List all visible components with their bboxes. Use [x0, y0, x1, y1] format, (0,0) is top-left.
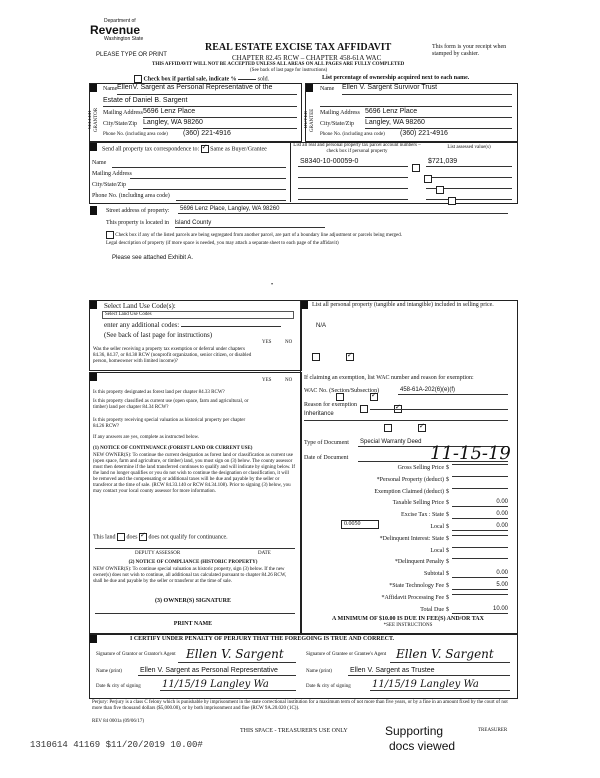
land-does-not-checkbox[interactable] — [139, 533, 147, 541]
tax-row-value[interactable] — [452, 488, 508, 489]
buyer-phone-label: Phone No. (including area code) — [320, 132, 385, 137]
parcel-pp-checkbox-3[interactable] — [436, 186, 444, 194]
tax-row-value[interactable] — [452, 547, 508, 548]
tax-row-currency: $ — [446, 488, 449, 495]
land-use-number-badge — [90, 301, 97, 309]
seller-mailing-label: Mailing Address — [103, 110, 143, 116]
buyer-name[interactable]: Ellen V. Sargent Survivor Trust — [342, 84, 438, 91]
wac-label: WAC No. (Section/Subsection) — [304, 388, 380, 394]
stamp-line: 1310614 41169 $11/20/2019 10.00# — [30, 740, 203, 750]
dot-mark: • — [271, 282, 274, 288]
exhibit-note: Please see attached Exhibit A. — [112, 255, 194, 261]
tax-row-label: Taxable Selling Price — [392, 500, 444, 507]
assessed-value[interactable]: $721,039 — [428, 158, 458, 165]
reason-value[interactable]: Inheritance — [304, 411, 334, 417]
land-use-additional: enter any additional codes: — [104, 321, 281, 329]
tax-row-value[interactable] — [452, 476, 508, 477]
grantor-date-label: Date & city of signing — [96, 684, 141, 689]
reason-label: Reason for exemption — [304, 402, 357, 408]
tax-row-currency: $ — [446, 476, 449, 483]
local-rate[interactable]: 0.0050 — [341, 520, 379, 529]
docs-viewed-stamp: docs viewed — [389, 739, 456, 753]
tax-row-currency: $ — [446, 535, 449, 542]
forest-q2: Is this property classified as current use (open space, farm and agricultural, or timber) land per chapter 84.34 RCW? — [93, 399, 249, 410]
buyer-city-label: City/State/Zip — [320, 121, 354, 127]
tax-row-label: Gross Selling Price — [397, 465, 444, 471]
corr-phone-label: Phone No. (including area code) — [92, 193, 170, 199]
tax-row-currency: $ — [446, 571, 449, 578]
seller-phone[interactable]: (360) 221-4916 — [183, 130, 231, 137]
parcel-pp-checkbox-4[interactable] — [448, 197, 456, 205]
tax-row-value[interactable]: 0.00 — [452, 511, 508, 519]
minimum-note: A MINIMUM OF $10.00 IS DUE IN FEE(S) AND/OR TAX — [332, 616, 484, 622]
tax-row-currency: $ — [446, 594, 449, 601]
buyer-phone[interactable]: (360) 221-4916 — [400, 130, 448, 137]
land-use-no-header: NO — [285, 340, 293, 345]
land-does-checkbox[interactable] — [117, 533, 125, 541]
forest-yes-header: YES — [262, 378, 272, 383]
assessed-header: List assessed value(s) — [447, 145, 491, 150]
grantor-signature[interactable]: Ellen V. Sargent — [186, 647, 284, 661]
forest-if-yes: If any answers are yes, complete as instructed below. — [93, 435, 200, 440]
forest-no-header: NO — [285, 378, 293, 383]
seller-city-label: City/State/Zip — [103, 121, 137, 127]
tax-row-value[interactable] — [452, 464, 508, 465]
please-type: PLEASE TYPE OR PRINT — [96, 52, 167, 58]
seller-name-label: Name — [103, 86, 118, 92]
buyer-mailing[interactable]: 5696 Lenz Place — [365, 108, 418, 115]
doc-date-label: Date of Document — [304, 455, 349, 461]
certify-number-badge — [90, 635, 97, 643]
tax-row-value[interactable] — [452, 558, 508, 559]
personal-property-value[interactable]: N/A — [316, 323, 327, 329]
tax-row-label: Excise Tax : State — [401, 512, 444, 519]
grantee-name[interactable]: Ellen V. Sargent as Trustee — [350, 667, 435, 674]
corr-mailing-label: Mailing Address — [92, 171, 132, 177]
street-address[interactable]: 5696 Lenz Place, Langley, WA 98260 — [180, 206, 280, 212]
grantor-date[interactable]: 11/15/19 Langley Wa — [162, 679, 269, 690]
corr-name-label: Name — [92, 160, 107, 166]
tax-row-value[interactable]: 5.00 — [452, 582, 508, 590]
parcels-header: List all real and personal property tax parcel account numbers – check box if personal property — [293, 143, 421, 154]
tax-row-value[interactable]: 10.00 — [452, 606, 508, 614]
form-notice: THIS AFFIDAVIT WILL NOT BE ACCEPTED UNLESS ALL AREAS ON ALL PAGES ARE FULLY COMPLETED — [152, 62, 405, 67]
tax-row-currency: $ — [446, 547, 449, 554]
tax-row-label: Local — [430, 547, 444, 554]
grantor-name-label: Name (print) — [96, 669, 122, 674]
tax-row-currency: $ — [446, 512, 449, 519]
exemption-question: Was the seller receiving a property tax exemption or deferral under chapters 84.36, 84.37, or 84.38 RCW (nonprofit organization, senior citizen, or disabled person, homeowner with limited income)? — [93, 347, 252, 364]
segregated-row: Check box if any of the listed parcels are being segregated from another parcel, are part of a boundary line adjustment or parcels being merged. — [106, 231, 402, 239]
notice-continuance-title: (1) NOTICE OF CONTINUANCE (FOREST LAND OR CURRENT USE) — [93, 446, 253, 451]
pp-number-badge — [301, 301, 308, 309]
grantee-date-label: Date & city of signing — [306, 684, 351, 689]
historic-title: (2) NOTICE OF COMPLIANCE (HISTORIC PROPERTY) — [128, 560, 258, 565]
deputy-date-label: DATE — [258, 551, 271, 556]
tax-row-label: Exemption Claimed (deduct) — [374, 488, 444, 495]
parcel-pp-checkbox-2[interactable] — [424, 175, 432, 183]
logo-state: Washington State — [104, 36, 144, 42]
tax-row-value[interactable]: 0.00 — [452, 570, 508, 578]
tax-row-value[interactable]: 0.00 — [452, 499, 508, 507]
tax-row-currency: $ — [446, 524, 449, 530]
county-row: This property is located in Island County — [106, 220, 325, 228]
buyer-name-label: Name — [320, 86, 335, 92]
tax-row-label: Subtotal — [423, 571, 444, 578]
county-value: Island County — [175, 220, 325, 228]
owner-signature-label: (3) OWNER(S) SIGNATURE — [155, 598, 231, 604]
logo-revenue: Revenue — [90, 23, 141, 37]
grantee-signature[interactable]: Ellen V. Sargent — [396, 647, 494, 661]
buyer-number-badge — [306, 84, 313, 92]
exemption-claim-label: If claiming an exemption, list WAC number and reason for exemption: — [304, 375, 474, 381]
same-as-buyer-checkbox[interactable] — [201, 145, 209, 153]
tax-row-label: Local — [430, 524, 444, 530]
personal-property-label: List all personal property (tangible and intangible) included in selling price. — [312, 302, 494, 308]
deputy-assessor-label: DEPUTY ASSESSOR — [135, 551, 181, 556]
property-number-badge — [90, 206, 97, 215]
receipt-note: This form is your receipt when stamped by cashier. — [432, 44, 507, 57]
seller-phone-label: Phone No. (including area code) — [103, 132, 168, 137]
land-use-label: Select Land Use Code(s): — [104, 302, 176, 310]
tax-row-label: *Affidavit Processing Fee — [381, 594, 444, 601]
logo-dept: Department of — [104, 18, 136, 24]
treasurer-space: THIS SPACE - TREASURER'S USE ONLY — [240, 728, 348, 734]
historic-body: NEW OWNER(S): To continue special valuation as historic property, sign (3) below. If the new owner(s) does not wish to continue, all additional tax calculated pursuant to chapter 84.26 RCW, shall be due and payable by the seller or transferor at the time of sale. — [93, 567, 287, 584]
tax-row-value[interactable] — [452, 594, 508, 595]
certify-text: I CERTIFY UNDER PENALTY OF PERJURY THAT THE FOREGOING IS TRUE AND CORRECT. — [130, 636, 395, 642]
seller-number-badge — [90, 84, 97, 92]
wac-value[interactable]: 458-61A-202(6)(e)(f) — [400, 387, 456, 393]
this-land-row: This land does ✓ does not qualify for continuance. — [93, 533, 228, 541]
tax-row-currency: $ — [446, 583, 449, 589]
buyer-city[interactable]: Langley, WA 98260 — [365, 119, 425, 126]
grantee-date[interactable]: 11/15/19 Langley Wa — [372, 679, 479, 690]
street-label: Street address of property: — [106, 208, 170, 214]
parcel-number[interactable]: S8340-10-00059-0 — [300, 158, 359, 165]
land-use-yes-header: YES — [262, 340, 272, 345]
forest-section — [89, 372, 302, 634]
form-chapter: CHAPTER 82.45 RCW – CHAPTER 458-61A WAC — [232, 54, 382, 62]
seller-name[interactable]: EllenV. Sargent as Personal Representative of the — [117, 84, 273, 91]
grantee-name-label: Name (print) — [306, 669, 332, 674]
perjury-note: Perjury: Perjury is a class C felony which is punishable by imprisonment in the state correctional institution for a maximum term of not more than five years, or by a fine in an amount fixed by the court of not more than five thousand dollars ($5,000.00), or by both imprisonment and fine (RCW 9A.20.020 (1C)). — [92, 700, 508, 711]
tax-row-currency: $ — [446, 465, 449, 471]
buyer-mailing-label: Mailing Address — [320, 110, 360, 116]
forest-q3: Is this property receiving special valuation as historical property per chapter 84.26 RCW? — [93, 418, 246, 429]
corr-row: Send all property tax correspondence to: ✓ Same as Buyer/Grantee — [102, 145, 267, 153]
land-use-see-back: (See back of last page for instructions) — [104, 331, 213, 339]
see-instructions: *SEE INSTRUCTIONS — [383, 623, 433, 628]
tax-row-label: *State Technology Fee — [389, 583, 444, 589]
tax-row-currency: $ — [446, 500, 449, 507]
tax-row-value[interactable]: 0.00 — [452, 523, 508, 531]
doc-type-label: Type of Document — [304, 440, 349, 446]
form-title: REAL ESTATE EXCISE TAX AFFIDAVIT — [205, 42, 392, 53]
ownership-note: List percentage of ownership acquired next to each name. — [322, 75, 470, 81]
tax-row-currency: $ — [446, 606, 449, 613]
tax-row-label: *Personal Property (deduct) — [376, 476, 444, 483]
tax-row-currency: $ — [446, 559, 449, 566]
tax-row-label: Total Due — [420, 606, 444, 613]
tax-row-value[interactable] — [452, 535, 508, 536]
buyer-side-label: BUYER GRANTEE — [304, 108, 315, 132]
supporting-stamp: Supporting — [385, 724, 444, 738]
tax-row-label: *Delinquent Interest: State — [379, 535, 444, 542]
segregated-checkbox[interactable] — [106, 231, 114, 239]
seller-side-label: SELLER GRANTOR — [88, 107, 99, 133]
partial-sale-checkbox[interactable] — [134, 75, 142, 83]
legal-description: Legal description of property (if more space is needed, you may attach a separate sheet to each page of the affidavit) — [106, 241, 339, 246]
seller-city[interactable]: Langley, WA 98260 — [143, 119, 203, 126]
partial-sale-row: Check box if partial sale, indicate % sold. — [134, 75, 269, 83]
corr-city-label: City/State/Zip — [92, 182, 126, 188]
grantor-name[interactable]: Ellen V. Sargent as Personal Representative — [140, 667, 278, 674]
seller-mailing[interactable]: 5696 Lenz Place — [143, 108, 196, 115]
corr-number-badge — [90, 143, 97, 151]
notice-continuance-body: NEW OWNER(S): To continue the current designation as forest land or classification as current use (open space, farm and agriculture, or timber) land, you must sign on (3) below. The county assessor must then determine if the land transferred continues to qualify and will indicate by signing below. If the land no longer qualifies or you do not wish to continue the designation or classification, it will be removed and the compensating or additional taxes will be due and payable by the seller or transferor at the time of sale. (RCW 84.33.140 or RCW 84.34.108). Prior to signing (3) below, you may contact your local county assessor for more information. — [93, 453, 295, 494]
forest-number-badge — [90, 373, 97, 381]
doc-type-value[interactable]: Special Warranty Deed — [360, 439, 422, 445]
treasurer-label: TREASURER — [478, 728, 508, 733]
forest-q1: Is this property designated as forest land per chapter 84.33 RCW? — [93, 390, 225, 395]
grantee-sig-label: Signature of Grantee or Grantee's Agent — [306, 652, 387, 657]
seller-name-2[interactable]: Estate of Daniel B. Sargent — [103, 97, 188, 104]
tax-row-label: *Delinquent Penalty — [394, 559, 444, 566]
revenue-logo — [90, 18, 150, 42]
form-see-back: (See back of last page for instructions) — [250, 68, 328, 73]
doc-date-value[interactable]: 11-15-19 — [430, 443, 511, 464]
rev-number: REV 84 0001a (09/06/17) — [92, 719, 144, 724]
print-name-label: PRINT NAME — [173, 621, 213, 627]
land-use-select[interactable]: Select Land Use Codes — [102, 311, 294, 319]
grantor-sig-label: Signature of Grantor or Grantor's Agent — [96, 652, 176, 657]
parcel-pp-checkbox-1[interactable] — [412, 164, 420, 172]
